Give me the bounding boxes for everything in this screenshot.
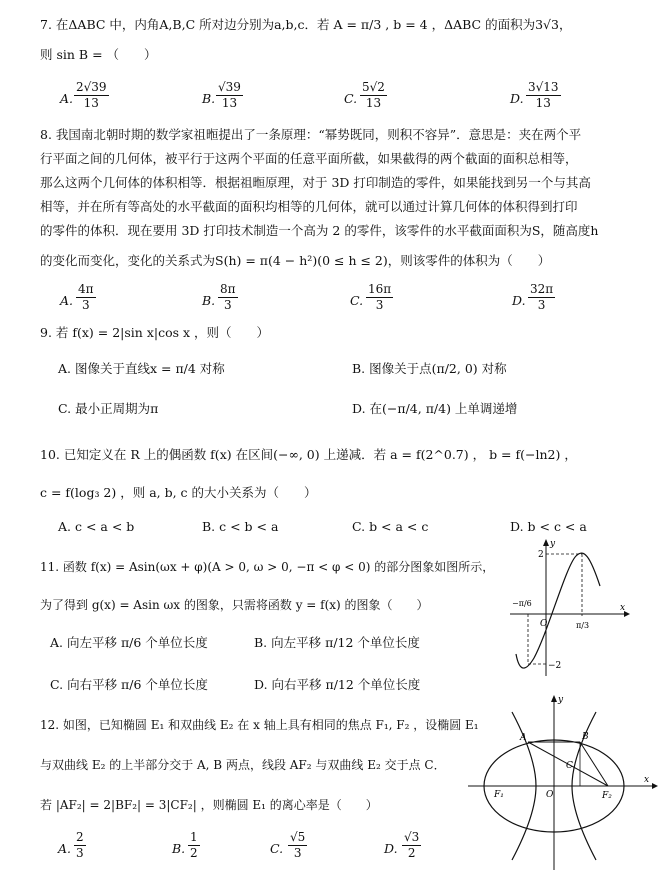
q11-tick-left: −π/6 — [512, 599, 532, 608]
q11-line-1: 11. 函数 f(x) = Asin(ωx + φ)(A > 0, ω > 0, −π < φ < 0) 的部分图象如图所示， — [40, 560, 495, 574]
q12-point-f1: F₁ — [494, 790, 504, 800]
q9-option-a[interactable]: A. 图像关于直线x = π/4 对称 — [58, 361, 225, 376]
q10-option-d[interactable]: D. b < c < a — [510, 519, 587, 534]
q9-option-d[interactable]: D. 在(−π/4, π/4) 上单调递增 — [352, 401, 518, 416]
q10-line-1: 10. 已知定义在 R 上的偶函数 f(x) 在区间(−∞, 0) 上递减．若 a = f(2^0.7) ， b = f(−ln2) ， — [40, 447, 577, 462]
q12-point-b: B — [582, 732, 589, 742]
q12-line-1: 12. 如图，已知椭圆 E₁ 和双曲线 E₂ 在 x 轴上具有相同的焦点 F₁, F₂ ，设椭圆 E₁ — [40, 718, 479, 732]
q12-origin-label: O — [546, 790, 554, 800]
q12-point-f2: F₂ — [602, 791, 612, 801]
q12-conic-figure — [468, 690, 660, 872]
q11-ymax-label: 2 — [538, 550, 544, 560]
q11-x-label: x — [620, 603, 626, 613]
q8-line-5: 的零件的体积．现在要用 3D 打印技术制造一个高为 2 的零件，该零件的水平截面面积为S，随高度h — [40, 223, 599, 238]
q9-stem: 9. 若 f(x) = 2|sin x|cos x ，则（ ） — [40, 325, 270, 340]
q8-line-3: 那么这两个几何体的体积相等．根据祖暅原理，对于 3D 打印制造的零件，如果能找到另一个与其高 — [40, 175, 591, 190]
q12-point-a: A — [520, 733, 527, 743]
q11-option-c[interactable]: C. 向右平移 π/6 个单位长度 — [50, 677, 208, 692]
q11-option-b[interactable]: B. 向左平移 π/12 个单位长度 — [254, 635, 420, 650]
q10-option-b[interactable]: B. c < b < a — [202, 519, 279, 534]
q12-x-label: x — [644, 775, 650, 785]
q11-sine-graph — [510, 536, 630, 680]
q8-line-4: 相等，并在所有等高处的水平截面的面积均相等的几何体，就可以通过计算几何体的体积得到打印 — [40, 199, 578, 214]
q12-point-c: C — [566, 761, 573, 771]
q11-line-2: 为了得到 g(x) = Asin ωx 的图象，只需将函数 y = f(x) 的图象（ ） — [40, 598, 429, 612]
q10-option-c[interactable]: C. b < a < c — [352, 519, 429, 534]
q10-line-2: c = f(log₃ 2) ，则 a, b, c 的大小关系为（ ） — [40, 485, 317, 500]
q7-stem: 7. 在ΔABC 中，内角A,B,C 所对边分别为a,b,c．若 A = π/3 , b = 4 ，ΔABC 的面积为3√3， — [40, 17, 572, 32]
q11-option-d[interactable]: D. 向右平移 π/12 个单位长度 — [254, 677, 421, 692]
q8-line-1: 8. 我国南北朝时期的数学家祖暅提出了一条原理：“幂势既同，则积不容异”．意思是：夹在两个平 — [40, 127, 582, 142]
q7-ask: 则 sin B = （ ） — [40, 47, 157, 62]
q12-line-2: 与双曲线 E₂ 的上半部分交于 A, B 两点，线段 AF₂ 与双曲线 E₂ 交于点 C． — [40, 758, 446, 772]
q12-line-3: 若 |AF₂| = 2|BF₂| = 3|CF₂| ，则椭圆 E₁ 的离心率是（ ） — [40, 798, 378, 812]
q8-line-6: 的变化而变化，变化的关系式为S(h) = π(4 − h²)(0 ≤ h ≤ 2)，则该零件的体积为（ ） — [40, 253, 551, 268]
q11-tick-right: π/3 — [576, 621, 590, 630]
q8-line-2: 行平面之间的几何体，被平行于这两个平面的任意平面所截，如果截得的两个截面的面积总相等， — [40, 151, 578, 166]
q11-option-a[interactable]: A. 向左平移 π/6 个单位长度 — [50, 635, 208, 650]
q11-ymin-label: −2 — [548, 661, 562, 671]
q9-option-c[interactable]: C. 最小正周期为π — [58, 401, 159, 416]
q9-option-b[interactable]: B. 图像关于点(π/2, 0) 对称 — [352, 361, 507, 376]
q11-y-label: y — [550, 539, 556, 549]
q11-sine-curve — [516, 553, 600, 668]
q10-option-a[interactable]: A. c < a < b — [58, 519, 135, 534]
q11-origin-label: O — [540, 619, 548, 629]
q12-y-label: y — [558, 695, 564, 705]
